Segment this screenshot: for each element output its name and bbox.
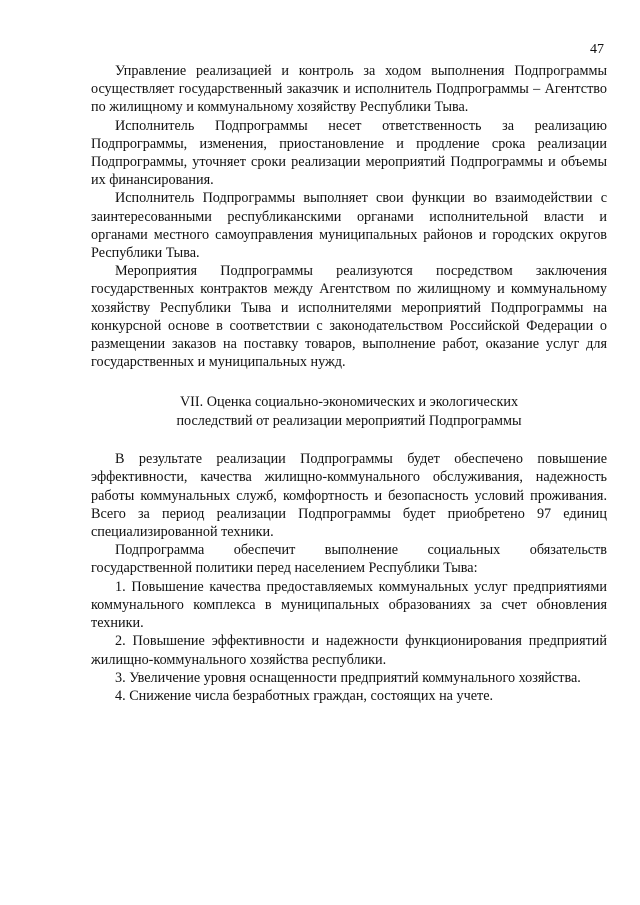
list-item-2: 2. Повышение эффективности и надежности функционирования предприятий жилищно-коммунального хозяйства республики. xyxy=(91,633,607,668)
paragraph-results: В результате реализации Подпрограммы будет обеспечено повышение эффективности, качества жилищно-коммунального обслуживания, надежность работы коммунальных служб, комфортность и безопасность условий проживания. Всего за период реализации Подпрограммы будет приобретено 97 единиц специализированной техники. xyxy=(91,451,607,541)
page-number: 47 xyxy=(590,42,604,57)
section-heading xyxy=(91,393,607,430)
list-item-1: 1. Повышение качества предоставляемых коммунальных услуг предприятиями коммунального комплекса в муниципальных образованиях за счет обновления техники. xyxy=(91,578,607,632)
paragraph-contracts: Мероприятия Подпрограммы реализуются посредством заключения государственных контрактов между Агентством по жилищному и коммунальному хозяйству Республики Тыва и исполнителями мероприятий Подпрограммы на конкурсной основе в соответствии с законодательством Российской Федерации о размещении заказов на поставку товаров, выполнение работ, оказание услуг для государственных и муниципальных нужд. xyxy=(91,263,607,371)
paragraph-responsibility: Исполнитель Подпрограммы несет ответственность за реализацию Подпрограммы, изменения, приостановление и продление срока реализации Подпрограммы, уточняет сроки реализации мероприятий Подпрограммы и объемы их финансирования. xyxy=(91,117,607,189)
document-body xyxy=(91,62,607,705)
paragraph-interaction: Исполнитель Подпрограммы выполняет свои функции во взаимодействии с заинтересованными республиканскими органами исполнительной власти и органами местного самоуправления муниципальных районов и городских округов Республики Тыва. xyxy=(91,190,607,262)
section-heading-line-1: VII. Оценка социально-экономических и экологических xyxy=(179,394,519,411)
section-heading-line-2: последствий от реализации мероприятий Подпрограммы xyxy=(176,412,522,429)
list-item-4: 4. Снижение числа безработных граждан, состоящих на учете. xyxy=(115,687,494,704)
paragraph-obligations: Подпрограмма обеспечит выполнение социальных обязательств государственной политики перед населением Республики Тыва: xyxy=(91,542,607,577)
paragraph-management: Управление реализацией и контроль за ходом выполнения Подпрограммы осуществляет государственный заказчик и исполнитель Подпрограммы – Агентство по жилищному и коммунальному хозяйству Республики Тыва. xyxy=(91,63,607,116)
list-item-3: 3. Увеличение уровня оснащенности предприятий коммунального хозяйства. xyxy=(115,669,581,686)
